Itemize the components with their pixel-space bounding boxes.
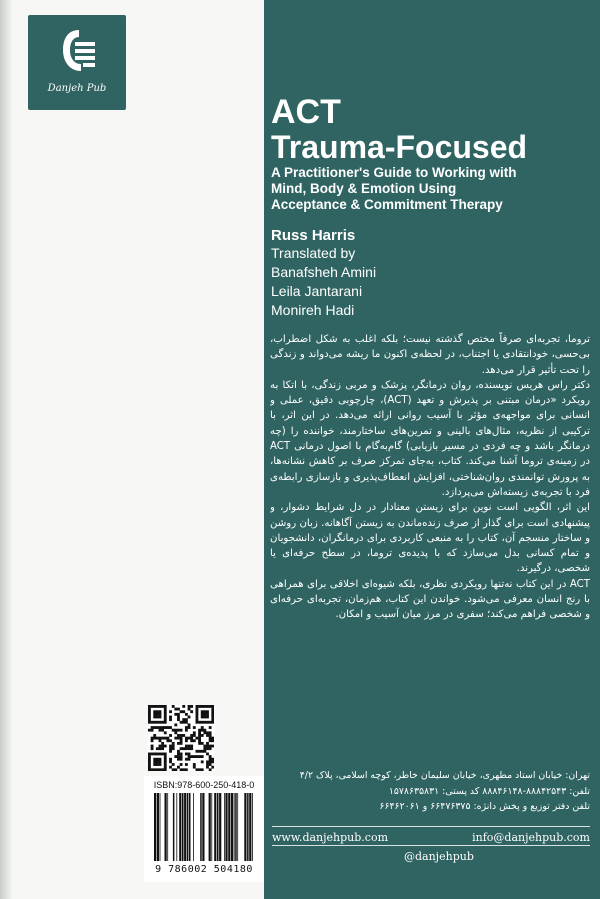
blurb-paragraph: دکتر راس هریس نویسنده، روان درمانگر، پزشک و مربی زندگی، با اتکا به رویکرد «درمان مبتنی بر پذیرش و تعهد (ACT)، چارچوبی دقیق، عملی و انسانی برای مواجهه‌ی مؤثر با آسیب روانی ارائه می‌دهد. در این اثر، با ترکیبی از نظریه، مثال‌های بالینی و تمرین‌های ساختارمند، خواننده را (چه درمانگر باشد و چه فردی در مسیر بازیابی) گام‌به‌گام با اصول درمانی ACT در زمینه‌ی تروما آشنا می‌کند. کتاب، به‌جای تمرکز صرف بر کاهش نشانه‌ها، به پرورش توانمندی روان‌شناختی، افزایش انعطاف‌پذیری و بازسازی رابطه‌ی فرد با تجربه‌ی زیسته‌اش می‌پردازد.	[270, 379, 590, 498]
translator-name: Leila Jantarani	[271, 283, 363, 299]
translator-name: Banafsheh Amini	[271, 264, 377, 280]
qr-code	[148, 705, 214, 771]
barcode-icon	[152, 793, 256, 861]
book-title-line-1: ACT	[271, 93, 341, 131]
email-link: info@danjehpub.com	[472, 831, 590, 844]
address-line: تهران: خیابان استاد مطهری، خیابان سلیمان خاطر، کوچه اسلامی، پلاک ۴/۲	[299, 770, 590, 781]
isbn-barcode	[144, 776, 264, 882]
author-name: Russ Harris	[271, 227, 356, 244]
contact-row	[272, 826, 590, 844]
divider	[272, 845, 590, 846]
blurb-paragraph: ACT در این کتاب نه‌تنها رویکردی نظری، بلکه شیوه‌ای اخلاقی برای همراهی با رنج انسان معرفی می‌شود. خواندن این کتاب، هم‌زمان، تجربه‌ای حرفه‌ای و شخصی فراهم می‌کند؛ سفری در مرز میان آسیب و امکان.	[270, 578, 590, 621]
book-title-line-2: Trauma-Focused	[271, 129, 528, 165]
subtitle-line-1: A Practitioner's Guide to Working with	[271, 165, 517, 180]
qr-code-icon	[148, 705, 214, 771]
instagram-handle: @danjehpub	[404, 850, 474, 863]
translated-by-label: Translated by	[271, 245, 356, 261]
translator-credits	[271, 244, 376, 320]
white-left-area	[12, 0, 264, 899]
barcode-number: 9 786002 504180	[155, 864, 253, 875]
persian-blurb	[270, 332, 590, 752]
publisher-address	[270, 768, 590, 815]
publisher-logo	[28, 15, 126, 110]
subtitle-line-3: Acceptance & Commitment Therapy	[271, 197, 503, 212]
publisher-logo-text: Danjeh Pub	[47, 83, 107, 94]
distribution-phone-line: تلفن دفتر توزیع و پخش دانژه: ۶۶۴۷۶۳۷۵ و ۶۶۴۶۲۰۶۱	[379, 801, 590, 812]
phone-line: تلفن: ۸۸۸۴۲۵۴۳-۸۸۸۴۶۱۴۸ کد پستی: ۱۵۷۸۶۳۵۸۳۱	[388, 785, 590, 797]
translator-name: Monireh Hadi	[271, 302, 355, 318]
subtitle-line-2: Mind, Body & Emotion Using	[271, 181, 457, 196]
blurb-paragraph: تروما، تجربه‌ای صرفاً مختص گذشته نیست؛ بلکه اغلب به شکل اضطراب، بی‌حسی، خودانتقادی یا اجتناب، در لحظه‌ی اکنون ما ریشه می‌دواند و زندگی را تحت تأثیر قرار می‌دهد.	[270, 334, 590, 376]
book-spine-edge	[0, 0, 12, 899]
website-link: www.danjehpub.com	[272, 831, 389, 844]
blurb-paragraph: این اثر، الگویی است نوین برای زیستن معنادار در دل شرایط دشوار، و پیشنهادی است برای گذار از صرف زنده‌ماندن به زیستن آگاهانه. زبان روشن و ساختار منسجم آن، کتاب را به منبعی کاربردی برای درمانگران، دانشجویان و تمام کسانی بدل می‌سازد که با پدیده‌ی تروما، در سطح حرفه‌ای یا شخصی، درگیرند.	[270, 502, 590, 575]
book-subtitle	[271, 165, 591, 213]
danjeh-logo-icon	[61, 28, 97, 73]
isbn-label: ISBN:978-600-250-418-0	[153, 780, 255, 790]
